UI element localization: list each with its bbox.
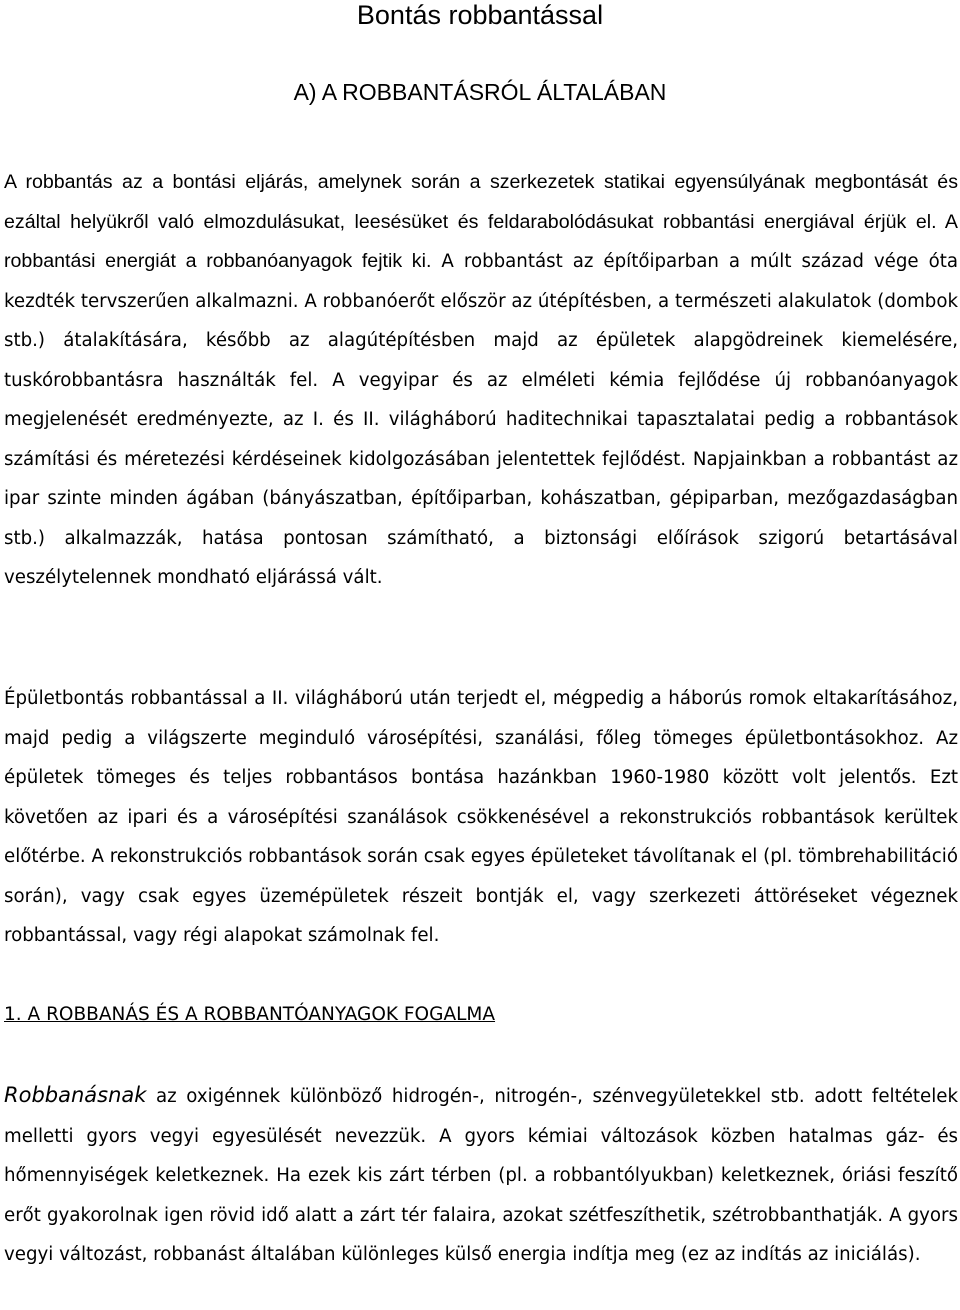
section-heading: 1. A ROBBANÁS ÉS A ROBBANTÓANYAGOK FOGALMA xyxy=(4,1004,496,1025)
paragraph-intro xyxy=(4,163,958,598)
definition-text: az oxigénnek különböző hidrogén-, nitrogén-, szénvegyületekkel stb. adott feltételek melletti gyors vegyi egyesülését nevezzük. A gyors kémiai változások közben hatalmas gáz- és hőmennyiségek keletkeznek. Ha ezek kis zárt térben (pl. a robbantólyukban) keletkeznek, óriási feszítő erőt gyakorolnak igen rövid idő alatt a zárt tér falaira, azokat szétfeszíthetik, szétrobbanthatják. A gyors vegyi változást, robbanást általában különleges külső energia indítja meg (ez az indítás az iniciálás). xyxy=(4,1086,958,1265)
paragraph-intro-part1: A robbantás az a bontási eljárás, amelynek során a szerkezetek statikai egyensúlyának megbontását és ezáltal helyükről való elmozdulásukat, leesésüket és feldarabolódásukat robbantási energiával érjük el. A robbantási energiát a robbanóanyagok fejtik ki. xyxy=(4,171,958,272)
defined-term: Robbanásnak xyxy=(4,1083,147,1107)
document-title: Bontás robbantással xyxy=(356,0,604,30)
paragraph-intro-part2: A robbantást az építőiparban a múlt század vége óta kezdték tervszerűen alkalmazni. A robbanóerőt először az útépítésben, a természeti alakulatok (dombok stb.) átalakítására, később az alagútépítésben majd az épületek alapgödreinek kiemelésére, tuskórobbantásra használták fel. A vegyipar és az elméleti kémia fejlődése új robbanóanyagok megjelenését eredményezte, az I. és II. világháború haditechnikai tapasztalatai pedig a robbantások számítási és méretezési kérdéseinek kidolgozásában jelentettek fejlődést. Napjainkban a robbantást az ipar szinte minden ágában (bányászatban, építőiparban, kohászatban, gépiparban, mezőgazdaságban stb.) alkalmazzák, hatása pontosan számítható, a biztonsági előírások szigorú betartásával veszélytelennek mondható eljárássá vált. xyxy=(4,251,958,588)
section-subtitle: A) A ROBBANTÁSRÓL ÁLTALÁBAN xyxy=(293,79,667,105)
paragraph-demolition: Épületbontás robbantással a II. világháború után terjedt el, mégpedig a háborús romok eltakarításához, majd pedig a világszerte meginduló városépítési, szanálási, főleg tömeges épületbontásokhoz. Az épületek tömeges és teljes robbantásos bontása hazánkban 1960-1980 között volt jelentős. Ezt követően az ipari és a városépítési szanálások csökkenésével a rekonstrukciós robbantások kerültek előtérbe. A rekonstrukciós robbantások során csak egyes épületeket távolítanak el (pl. tömbrehabilitáció során), vagy csak egyes üzemépületek részeit bontják el, vagy szerkezeti áttöréseket végeznek robbantással, vagy régi alapokat számolnak fel. xyxy=(4,688,958,946)
paragraph-definition xyxy=(4,1076,958,1275)
